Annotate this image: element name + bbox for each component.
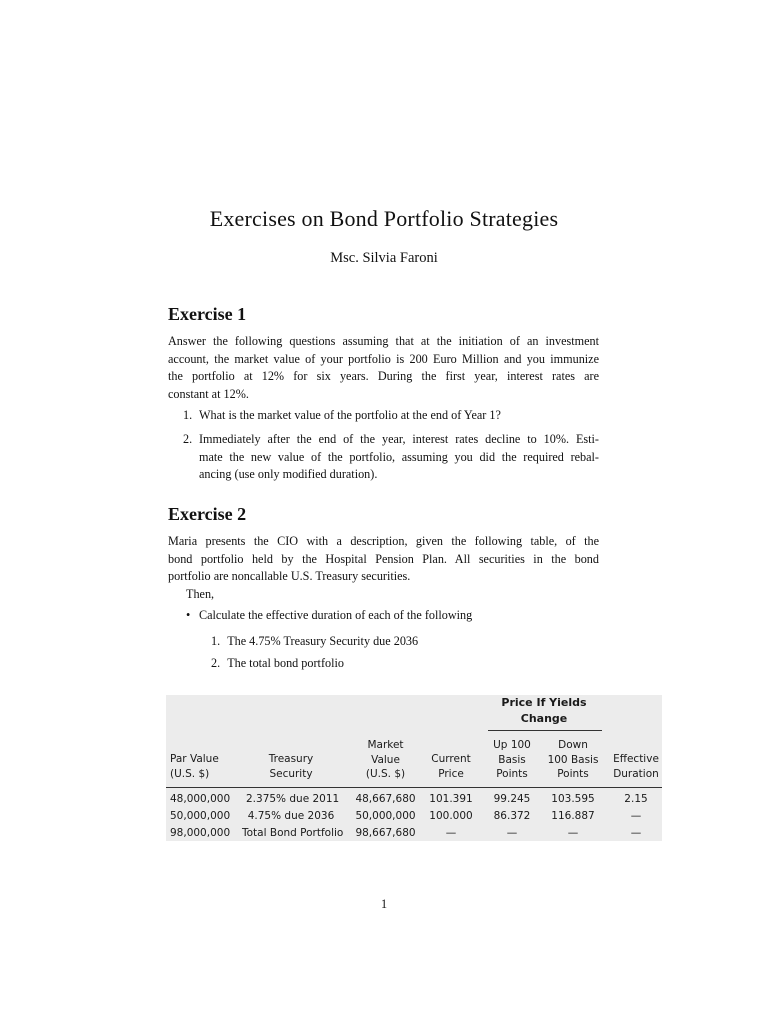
header-line: Up 100	[493, 739, 531, 751]
cell-current-price: 101.391	[429, 793, 473, 805]
paragraph-line: Maria presents the CIO with a description, given the following table, of the	[168, 534, 599, 548]
question-line: ancing (use only modified duration).	[199, 467, 378, 482]
cell-effective-duration: 2.15	[624, 793, 648, 805]
cell-up-100: 86.372	[493, 810, 531, 822]
table-row	[166, 791, 662, 807]
header-line: Duration	[613, 767, 659, 780]
cell-security: 4.75% due 2036	[247, 810, 335, 822]
header-rule	[166, 787, 662, 788]
header-down-100	[540, 738, 606, 782]
header-line: Down	[558, 739, 588, 751]
cell-down-100: —	[567, 827, 579, 839]
cell-security: 2.375% due 2011	[246, 793, 340, 805]
header-up-100	[484, 738, 540, 782]
bullet-text: Calculate the effective duration of each of the following	[199, 608, 473, 622]
exercise-2-heading: Exercise 2	[168, 504, 247, 524]
header-line: Price	[438, 767, 464, 780]
header-market-value	[348, 738, 423, 782]
paragraph-line: the portfolio at 12% for six years. During the first year, interest rates are	[168, 369, 599, 384]
cell-market-value: 50,000,000	[355, 810, 416, 822]
paragraph-line: account, the market value of your portfolio is 200 Euro Million and you immunize	[168, 351, 599, 366]
cell-effective-duration: —	[630, 810, 642, 822]
exercise-1-paragraph	[168, 333, 599, 403]
author-name: Msc. Silvia Faroni	[330, 250, 438, 266]
table-row	[166, 808, 662, 824]
header-line: Effective	[613, 753, 659, 765]
question-number: 2.	[183, 432, 193, 446]
cell-market-value: 98,667,680	[355, 827, 416, 839]
paragraph-line: Answer the following questions assuming that at the initiation of an investment	[168, 334, 599, 348]
document-title: Exercises on Bond Portfolio Strategies	[209, 206, 559, 231]
page-number: 1	[380, 897, 388, 911]
paragraph-line: constant at 12%.	[168, 386, 249, 401]
cell-par-value: 50,000,000	[170, 810, 231, 822]
group-header-line: Change	[520, 712, 568, 725]
question-number: 1.	[183, 408, 193, 422]
cell-up-100: 99.245	[493, 793, 531, 805]
cell-current-price: —	[445, 827, 457, 839]
cell-effective-duration: —	[630, 827, 642, 839]
header-effective-duration	[610, 752, 662, 781]
cell-down-100: 116.887	[551, 810, 595, 822]
header-line: Points	[557, 768, 589, 780]
question-line: Immediately after the end of the year, interest rates decline to 10%. Esti-	[199, 432, 599, 446]
header-current-price	[426, 752, 476, 781]
header-line: Market	[367, 739, 404, 751]
bond-portfolio-table	[166, 695, 662, 841]
table-row	[166, 825, 662, 841]
cell-current-price: 100.000	[429, 810, 473, 822]
paragraph-line-then: Then,	[186, 586, 215, 601]
header-security	[246, 752, 336, 781]
sub-item-text: The total bond portfolio	[227, 656, 344, 670]
cell-security: Total Bond Portfolio	[242, 827, 344, 839]
sub-item-text: The 4.75% Treasury Security due 2036	[227, 634, 419, 648]
sub-item-number: 1.	[211, 634, 221, 648]
header-line: Par Value	[170, 753, 219, 765]
header-line: Security	[269, 767, 313, 780]
cell-down-100: 103.595	[551, 793, 595, 805]
cell-market-value: 48,667,680	[355, 793, 416, 805]
group-header-line: Price If Yields	[501, 696, 587, 709]
paragraph-line: bond portfolio held by the Hospital Pension Plan. All securities in the bond	[168, 551, 599, 566]
header-line: (U.S. $)	[365, 768, 406, 780]
header-line: Points	[496, 768, 528, 780]
sub-item-1	[211, 633, 418, 651]
question-line: What is the market value of the portfolio at the end of Year 1?	[199, 408, 501, 422]
sub-item-number: 2.	[211, 656, 221, 670]
paragraph-line: portfolio are noncallable U.S. Treasury securities.	[168, 569, 411, 584]
cell-up-100: —	[506, 827, 518, 839]
group-header-rule	[488, 730, 602, 731]
sub-item-2	[211, 655, 344, 673]
exercise-1-heading: Exercise 1	[168, 304, 247, 324]
header-line: Current	[431, 753, 471, 765]
header-line: 100 Basis	[547, 753, 599, 766]
cell-par-value: 48,000,000	[170, 793, 231, 805]
exercise-2-paragraph	[168, 533, 599, 603]
question-line: mate the new value of the portfolio, assuming you did the required rebal-	[199, 449, 599, 464]
cell-par-value: 98,000,000	[170, 827, 231, 839]
header-line: (U.S. $)	[170, 767, 210, 780]
header-line: Value	[371, 753, 400, 766]
header-line: Basis	[498, 753, 526, 766]
header-par-value	[170, 752, 250, 781]
bullet-dot-icon: •	[186, 608, 191, 622]
header-line: Treasury	[268, 753, 314, 765]
